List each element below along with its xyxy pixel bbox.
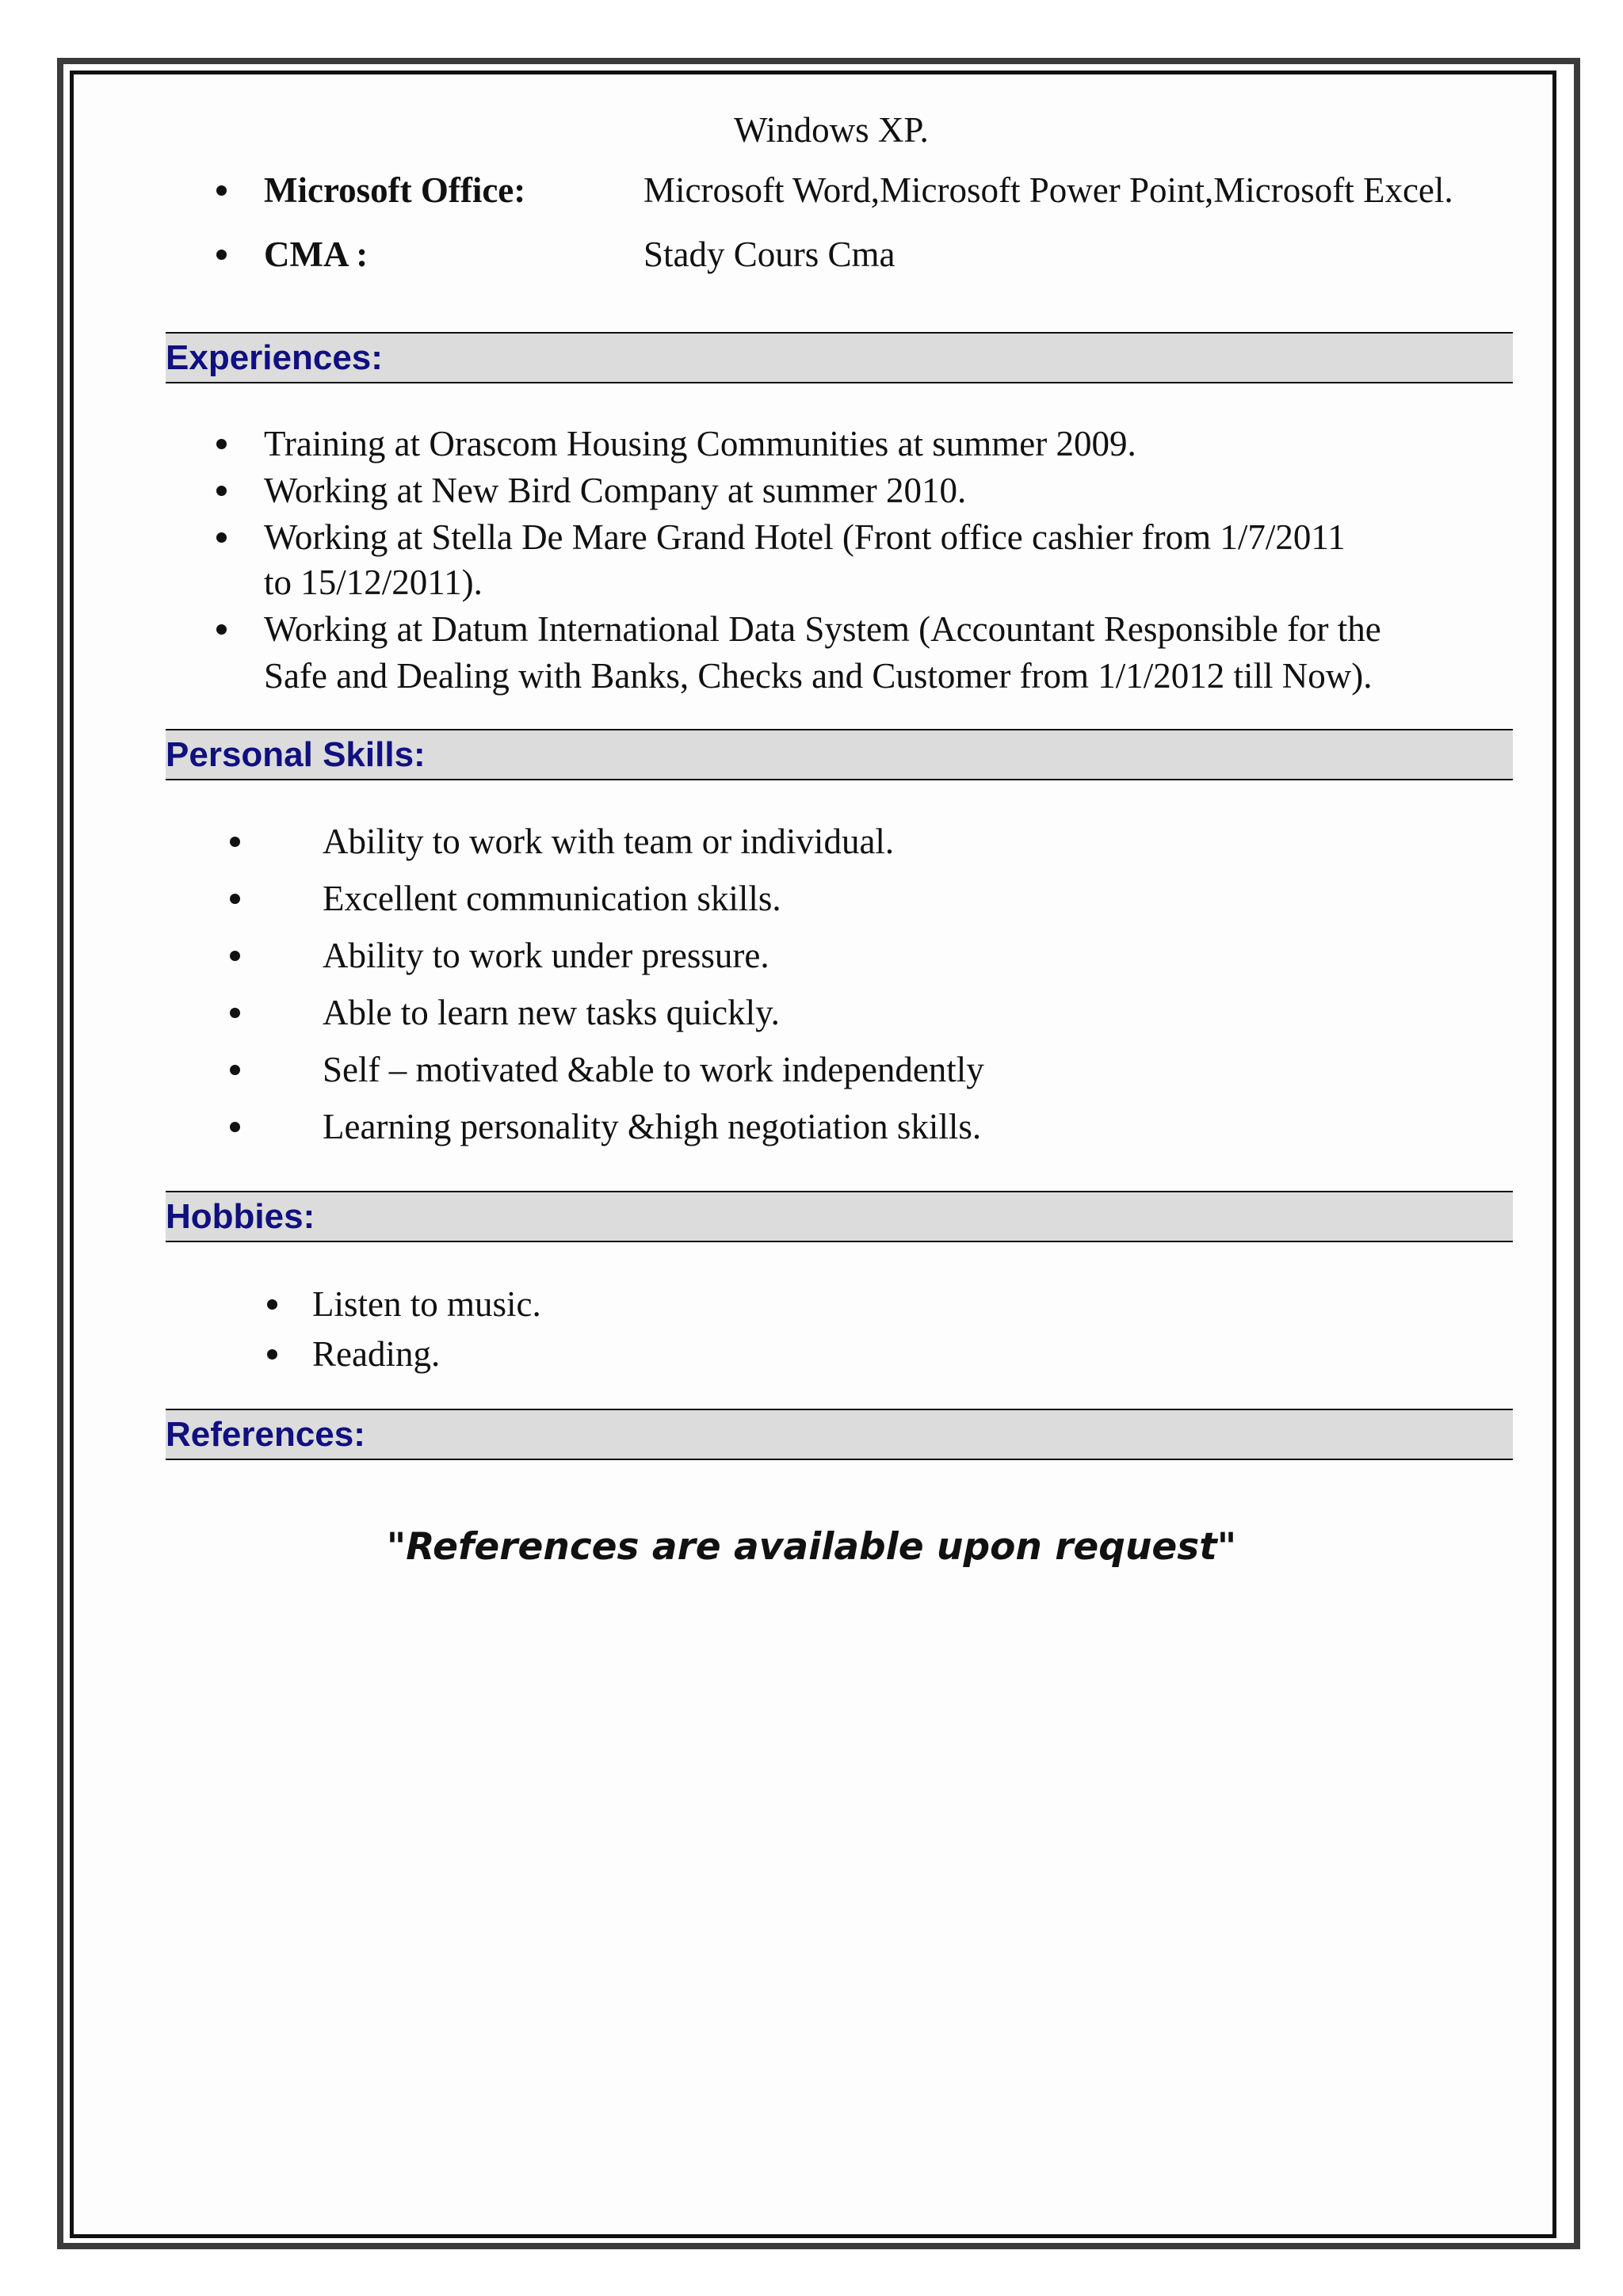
section-title-references: References:	[166, 1415, 365, 1454]
experience-item: Working at Stella De Mare Grand Hotel (Front office cashier from 1/7/2011	[264, 517, 1346, 557]
section-title-hobbies: Hobbies:	[166, 1197, 315, 1236]
skill-item: Self – motivated &able to work independently	[323, 1050, 984, 1089]
bullet-icon	[230, 1065, 240, 1075]
software-label-office: Microsoft Office:	[264, 170, 526, 210]
section-bar-personal-skills	[166, 729, 1513, 780]
bullet-icon	[267, 1349, 277, 1360]
bullet-icon	[230, 894, 240, 904]
skill-item: Excellent communication skills.	[323, 879, 781, 918]
experience-item-continuation: Safe and Dealing with Banks, Checks and Customer from 1/1/2012 till Now).	[264, 656, 1373, 696]
experience-item-continuation: to 15/12/2011).	[264, 563, 483, 602]
bullet-icon	[230, 1008, 240, 1018]
bullet-icon	[230, 951, 240, 961]
software-label-cma: CMA :	[264, 235, 369, 274]
bullet-icon	[216, 486, 227, 496]
experience-item: Working at Datum International Data System (Accountant Responsible for the	[264, 609, 1381, 649]
section-title-experiences: Experiences:	[166, 338, 383, 377]
bullet-icon	[230, 837, 240, 847]
skill-item: Learning personality &high negotiation skills.	[323, 1107, 982, 1146]
bullet-icon	[216, 250, 227, 260]
bullet-icon	[216, 624, 227, 635]
bullet-icon	[216, 532, 227, 543]
hobby-item: Listen to music.	[312, 1284, 541, 1324]
hobby-item: Reading.	[312, 1334, 441, 1374]
experience-item: Working at New Bird Company at summer 2010.	[264, 471, 967, 510]
bullet-icon	[230, 1122, 240, 1132]
skill-item: Able to learn new tasks quickly.	[323, 993, 780, 1032]
references-note: "References are available upon request"	[386, 1525, 1237, 1569]
software-value-office: Microsoft Word,Microsoft Power Point,Microsoft Excel.	[643, 170, 1453, 210]
bullet-icon	[267, 1299, 277, 1310]
bullet-icon	[216, 185, 227, 196]
skill-item: Ability to work under pressure.	[323, 936, 769, 975]
section-bar-experiences	[166, 332, 1513, 383]
software-value-cma: Stady Cours Cma	[643, 235, 896, 274]
section-title-personal-skills: Personal Skills:	[166, 735, 426, 774]
section-bar-hobbies	[166, 1191, 1513, 1242]
bullet-icon	[216, 439, 227, 449]
section-bar-references	[166, 1409, 1513, 1460]
experience-item: Training at Orascom Housing Communities at summer 2009.	[264, 424, 1136, 463]
skill-item: Ability to work with team or individual.	[323, 822, 895, 861]
windows-xp-text: Windows XP.	[734, 110, 929, 150]
